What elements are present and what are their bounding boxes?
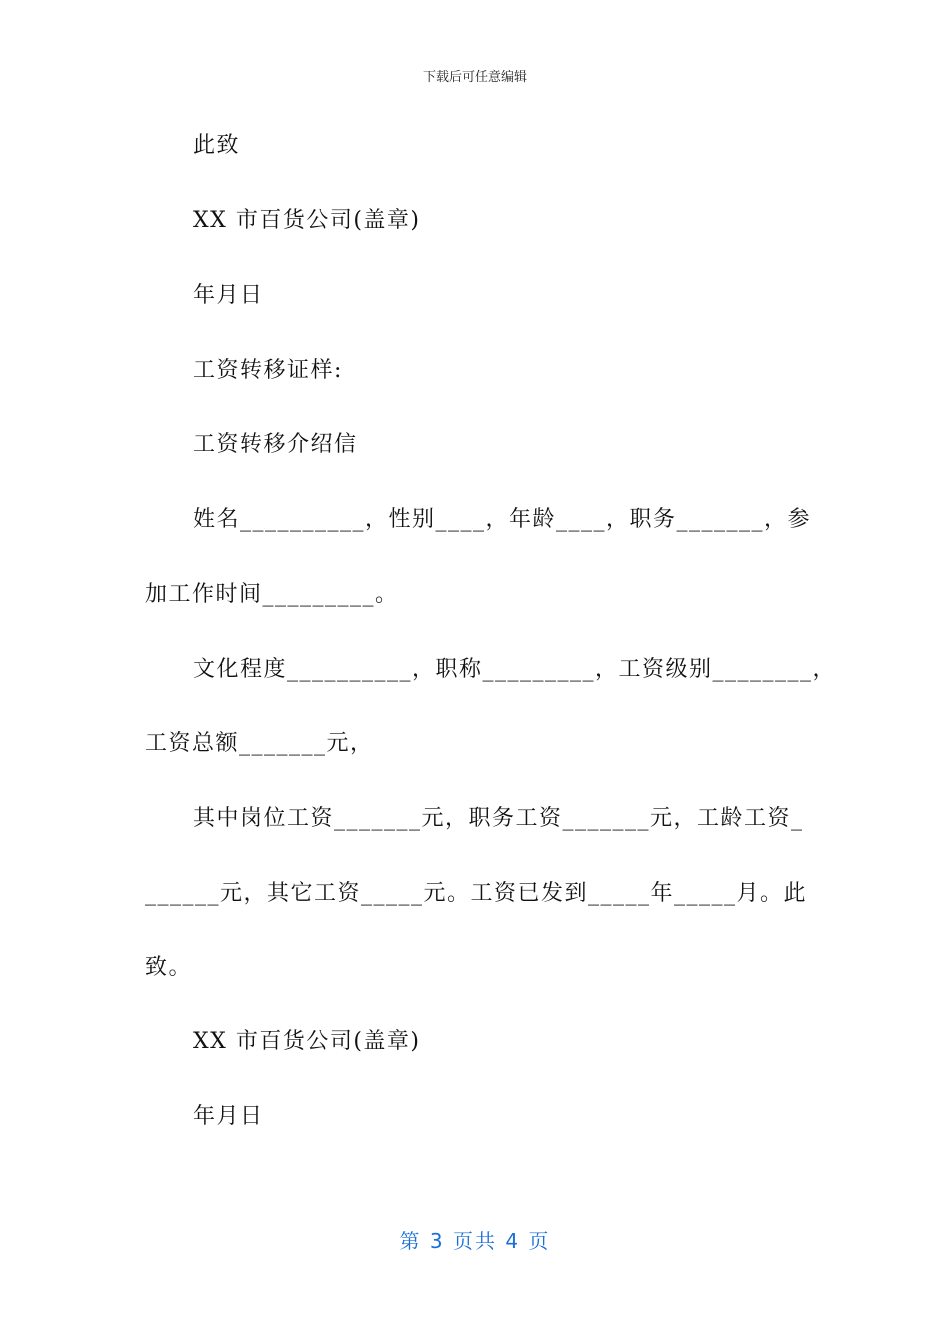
- date-line: 年月日: [193, 1104, 264, 1129]
- form-paragraph-line: 致。: [145, 955, 193, 980]
- form-paragraph-line: 加工作时间_________。: [145, 582, 399, 607]
- page-number: 第 3 页共 4 页: [399, 1229, 551, 1253]
- closing-salutation: 此致: [193, 133, 241, 158]
- form-paragraph-line: ______元，其它工资_____元。工资已发到_____年_____月。此: [145, 881, 808, 906]
- date-line: 年月日: [193, 283, 264, 308]
- form-paragraph-line: 姓名__________，性别____，年龄____，职务_______，参: [193, 507, 812, 532]
- form-paragraph-line: 其中岗位工资_______元，职务工资_______元，工龄工资_: [193, 806, 804, 831]
- letter-title: 工资转移介绍信: [193, 432, 358, 457]
- form-paragraph-line: 工资总额_______元，: [145, 731, 374, 756]
- section-heading: 工资转移证样:: [193, 358, 343, 383]
- form-paragraph-line: 文化程度__________，职称_________，工资级别________，: [193, 657, 837, 682]
- page-header-note: 下载后可任意编辑: [422, 70, 527, 85]
- company-seal-line: XX 市百货公司(盖章): [193, 1029, 421, 1054]
- company-seal-line: XX 市百货公司(盖章): [193, 208, 421, 233]
